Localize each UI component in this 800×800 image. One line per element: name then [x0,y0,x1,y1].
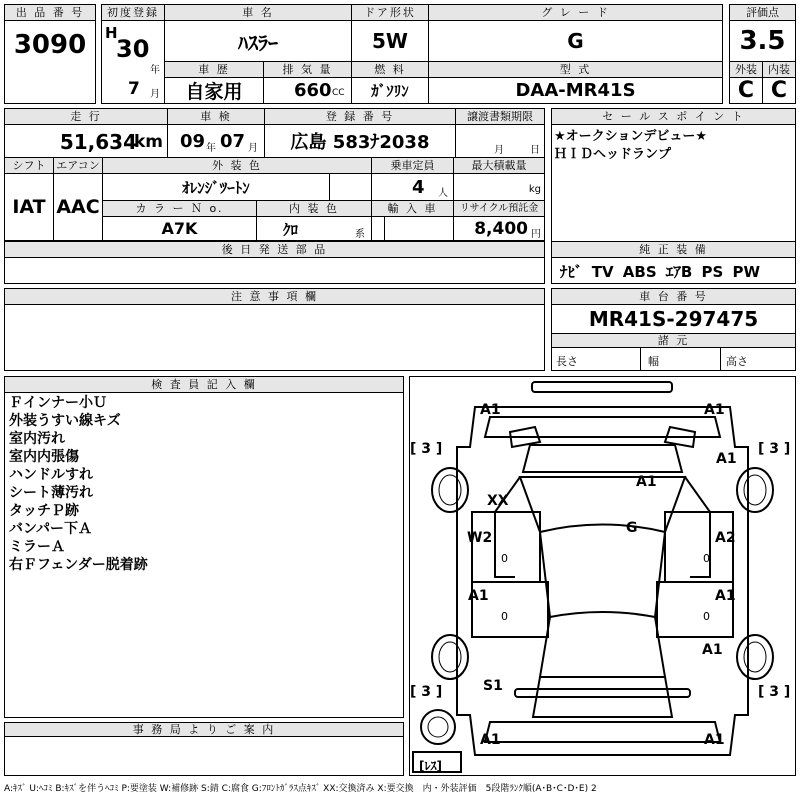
width-label: 幅 [648,355,659,368]
color-no: A7K [102,216,257,241]
rear-panel [485,722,720,742]
transfer-month-unit: 月 [494,145,504,156]
specs-divider-2 [720,348,721,370]
windshield [523,445,682,472]
score: 3.5 [729,20,796,62]
door-right-front-shape [665,512,733,582]
door-header: ドア形状 [351,4,429,21]
displacement-header: 排 気 量 [263,61,352,78]
spare-label: [ﾚｽ] [419,759,442,773]
length-label: 長さ [556,355,578,368]
tire-fr: [ 3 ] [758,441,791,457]
recycle-header: リサイクル預託金 [453,200,545,217]
int-color-unit: 系 [355,229,365,240]
capacity-unit: 人 [438,188,448,199]
inspection-year-unit: 年 [206,143,216,154]
capacity-header: 乗車定員 [371,157,454,174]
inspection-month: 07 [220,131,246,152]
sales-point-2: ＨＩＤヘッドランプ [554,147,672,162]
office-header: 事 務 局 よ り ご 案 内 [4,722,404,737]
ext-color-divider [329,174,330,200]
model-code: DAA-MR41S [428,77,723,104]
inspection-header: 車 検 [167,108,265,125]
mark-door-left-rear: A1 [468,588,489,604]
mark-door-right-rear: A1 [715,588,736,604]
glass-left-rear: 0 [501,610,508,623]
note-8: バンパー下Ａ [9,521,93,537]
history-header: 車 歴 [164,61,264,78]
displacement: 660 [294,80,332,101]
lot-no: 3090 [13,30,87,60]
glass-right-front: 0 [703,552,710,565]
interior-header: 内装 [762,61,796,78]
caution-header: 注 意 事 項 欄 [4,288,545,305]
caution-box [4,304,545,371]
max-load-unit: kg [528,184,541,195]
exterior-grade: C [729,77,763,104]
inspection-year: 09 [180,131,206,152]
km-unit: km [133,132,163,152]
max-load-box [453,173,545,201]
height-label: 高さ [726,355,748,368]
office-box [4,736,404,776]
registration-header: 登 録 番 号 [264,108,456,125]
mark-rear-bumper-left: A1 [480,732,501,748]
specs-divider-1 [640,348,641,370]
mark-front-left: A1 [480,402,501,418]
first-reg-year: 30 [116,35,150,63]
mark-fender-right-front: A1 [716,451,737,467]
chassis-no: MR41S-297475 [551,304,796,334]
grade-header: グ レ ー ド [428,4,723,21]
inspection-box [167,124,265,158]
spare-tire [421,710,455,744]
car-name: ﾊｽﾗｰ [164,20,352,62]
int-color: ｸﾛ [283,221,299,239]
model-header: 型 式 [428,61,723,78]
transfer-header: 譲渡書類期限 [455,108,545,125]
interior-grade: C [762,77,796,104]
aircon-header: エアコン [53,157,103,174]
mark-front-right: A1 [704,402,725,418]
shift: IAT [4,173,54,241]
transfer-day-unit: 日 [530,145,540,156]
import-header: 輸 入 車 [371,200,454,217]
car-diagram [409,376,796,776]
mark-quarter-right: A1 [702,642,723,658]
chassis-header: 車 台 番 号 [551,288,796,305]
inspector-box [4,392,404,718]
front-bumper-shape [532,382,672,392]
recycle-unit: 円 [531,229,541,240]
specs-box [551,347,796,371]
first-reg-month: 7 [128,79,140,99]
mark-door-right-front: A2 [715,530,736,546]
equipment: ﾅﾋﾞ TV ABS ｴｱB PS PW [560,263,761,281]
equipment-box [551,257,796,284]
mileage-header: 走 行 [4,108,168,125]
sales-point-1: ★オークションデビュー★ [554,129,708,144]
score-header: 評価点 [729,4,796,21]
int-color-header: 内 装 色 [256,200,372,217]
capacity-box [371,173,454,201]
mileage: 51,634 [59,130,137,154]
lot-no-box [4,20,96,104]
roof-front-line [540,525,665,533]
mark-bumper-area: XX [487,493,509,509]
equipment-header: 純 正 装 備 [551,241,796,258]
max-load-header: 最大積載量 [453,157,545,174]
roof-rear-line [550,612,655,617]
aircon: AAC [53,173,103,241]
mark-rear-bumper-right: A1 [704,732,725,748]
fuel: ｶﾞｿﾘﾝ [351,77,429,104]
glass-right-rear: 0 [703,610,710,623]
front-panel [485,417,720,437]
int-color-box [256,216,372,241]
rear-light-bar [515,689,690,697]
recycle-fee: 8,400 [474,219,528,239]
color-no-header: カ ラ ー Ｎ o. [102,200,257,217]
note-7: タッチＰ跡 [9,503,79,519]
note-5: ハンドルすれ [9,467,93,483]
mark-door-left-front: W2 [467,530,493,546]
note-1: Ｆインナー小Ｕ [9,395,107,411]
later-parts-header: 後 日 発 送 部 品 [4,241,545,258]
car-name-header: 車 名 [164,4,352,21]
era: H [105,24,118,42]
month-unit: 月 [150,89,160,100]
mark-rear-left: S1 [483,678,503,694]
glass-left-front: 0 [501,552,508,565]
sales-point-header: セ ー ル ス ポ イ ン ト [551,108,796,125]
mark-roof: G [626,520,638,536]
first-reg-header: 初度登録 [101,4,165,21]
later-parts-box [4,257,545,284]
import-box [371,216,454,241]
history: 自家用 [164,77,264,104]
recycle-box [453,216,545,241]
transfer-box [455,124,545,158]
shift-header: シフト [4,157,54,174]
note-4: 室内内張傷 [9,449,79,465]
ext-color-box [102,173,372,201]
legend: A:ｷｽﾞ U:ﾍｺﾐ B:ｷｽﾞを伴うﾍｺﾐ P:要塗装 W:補修跡 S:錆 C:腐食 G:ﾌﾛﾝﾄｶﾞﾗｽ点ｷｽﾞ XX:交換済み X:要交換 内・外装評価 5段階ﾗﾝｸ順(A･B･C･D･E) 2 [4,784,597,794]
note-9: ミラーＡ [9,539,65,555]
exterior-header: 外装 [729,61,763,78]
cc-unit: CC [332,88,345,98]
grade: G [428,20,723,62]
specs-header: 諸 元 [551,333,796,348]
mileage-box [4,124,168,158]
tire-fl: [ 3 ] [410,441,443,457]
inspection-month-unit: 月 [248,143,258,154]
cabin [520,477,685,677]
tire-rl: [ 3 ] [410,684,443,700]
note-3: 室内汚れ [9,431,65,447]
sales-point-box [551,124,796,242]
year-unit: 年 [150,65,160,76]
note-6: シート薄汚れ [9,485,93,501]
mark-hood: A1 [636,474,657,490]
door-type: 5W [351,20,429,62]
import-divider [384,217,385,240]
capacity: 4 [412,177,425,198]
note-2: 外装うすい線キズ [9,413,121,429]
fuel-header: 燃 料 [351,61,429,78]
displacement-box [263,77,352,104]
car-diagram-svg [410,377,795,775]
first-reg-box [101,20,165,104]
note-10: 右Ｆフェンダー脱着跡 [9,557,148,573]
ext-color-header: 外 装 色 [102,157,372,174]
inspector-header: 検 査 員 記 入 欄 [4,376,404,393]
ext-color: ｵﾚﾝｼﾞﾂｰﾄﾝ [182,178,250,197]
tire-rr: [ 3 ] [758,684,791,700]
registration-no: 広島 583ﾅ2038 [264,124,456,158]
door-left-front-shape [472,512,540,582]
lot-no-header: 出 品 番 号 [4,4,96,21]
